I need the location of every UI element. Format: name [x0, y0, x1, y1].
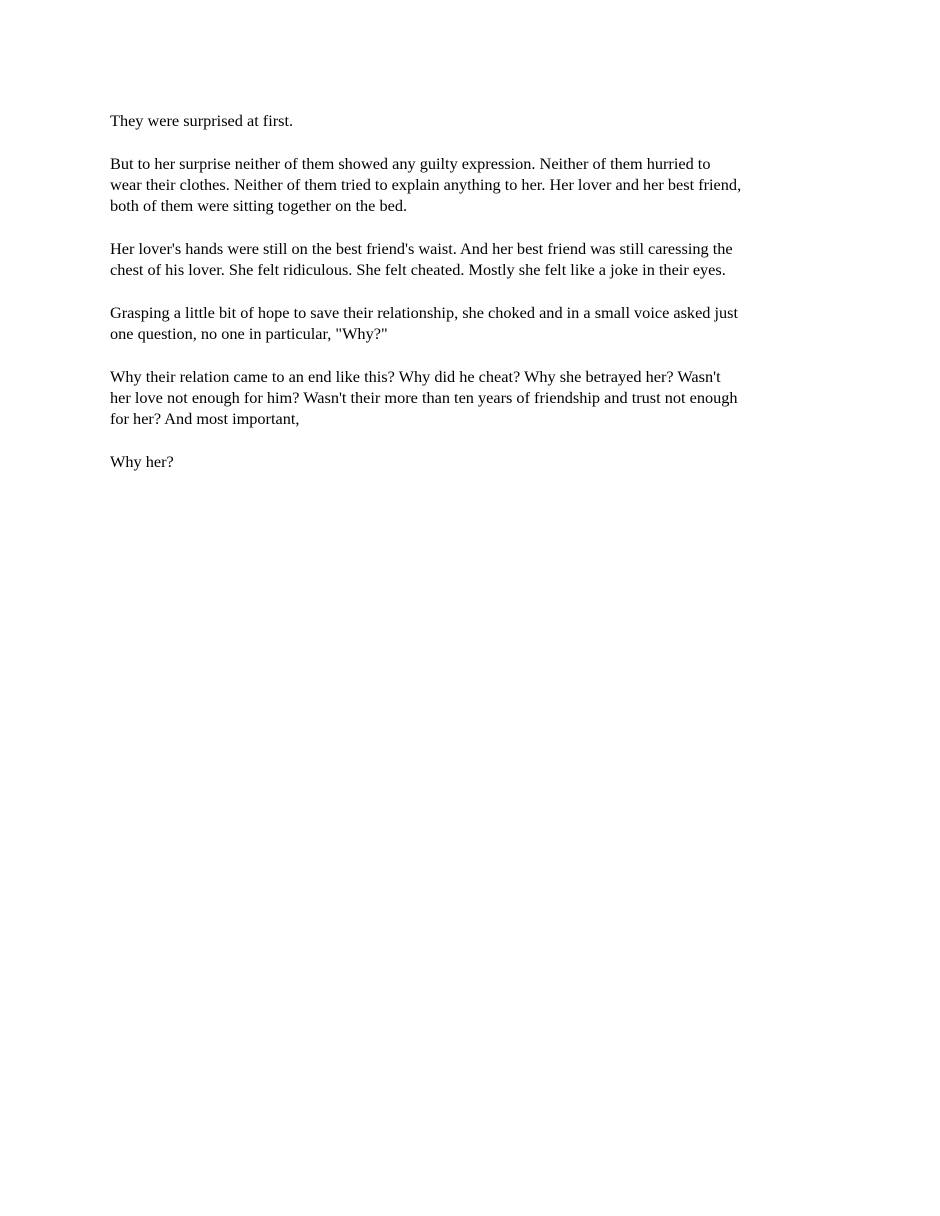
- text-line: Why their relation came to an end like this? Why did he cheat? Why she betrayed her? Wasn't: [110, 366, 721, 386]
- paragraph-6: [110, 451, 840, 472]
- text-line: But to her surprise neither of them showed any guilty expression. Neither of them hurried to: [110, 153, 711, 173]
- text-line: for her? And most important,: [110, 409, 300, 429]
- text-line: her love not enough for him? Wasn't their more than ten years of friendship and trust not enough: [110, 387, 738, 407]
- paragraph-5: [110, 366, 840, 430]
- paragraph-1: [110, 110, 840, 131]
- text-line: Why her?: [110, 451, 174, 471]
- text-line: wear their clothes. Neither of them tried to explain anything to her. Her lover and her best friend,: [110, 174, 742, 194]
- text-line: both of them were sitting together on the bed.: [110, 196, 408, 216]
- document-page: [110, 110, 840, 493]
- text-line: They were surprised at first.: [110, 111, 294, 130]
- text-line: Her lover's hands were still on the best friend's waist. And her best friend was still caressing the: [110, 238, 733, 258]
- text-line: one question, no one in particular, "Why?": [110, 323, 388, 343]
- text-line: chest of his lover. She felt ridiculous. She felt cheated. Mostly she felt like a joke in their eyes.: [110, 260, 726, 280]
- paragraph-4: [110, 302, 840, 345]
- paragraph-2: [110, 153, 840, 217]
- paragraph-3: [110, 238, 840, 281]
- text-line: Grasping a little bit of hope to save their relationship, she choked and in a small voice asked just: [110, 302, 739, 322]
